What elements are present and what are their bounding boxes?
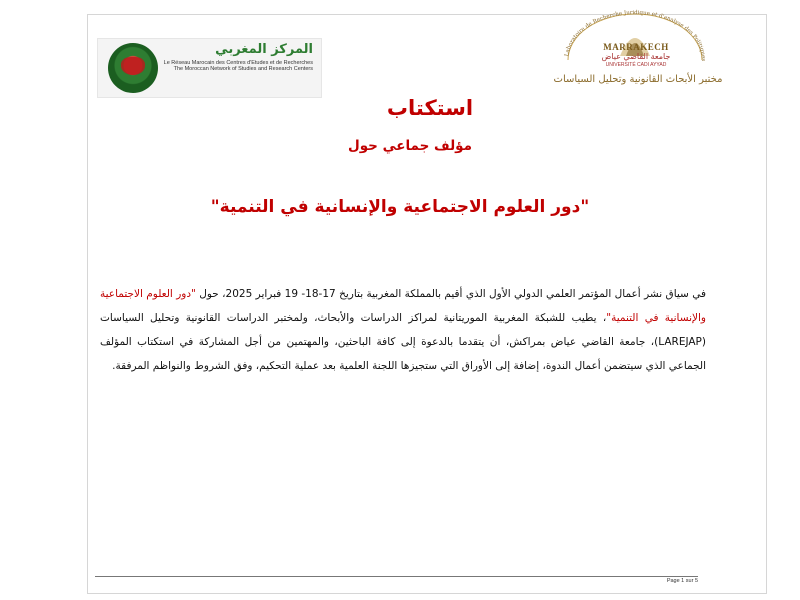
footer-rule (95, 576, 698, 577)
call-paragraph (100, 282, 706, 378)
lab-name-arabic: مختبر الأبحاث القانونية وتحليل السياسات (553, 74, 723, 85)
lab-arc-text: Laboratoire de Recherche Juridique et d'analyse des Politiques (564, 10, 707, 62)
network-name-french: Le Réseau Marocain des Centres d'Etudes et de Recherches (163, 59, 313, 66)
network-name-arabic: المركز المغربي (215, 42, 313, 57)
paragraph-body: ، يطيب للشبكة المغربية الموريتانية لمراكز الدراسات والأبحاث، ولمختبر الدراسات القانونية وتحليل السياسات (LAREJAP)، جامعة القاضي عياض بمراكش، أن يتقدما بالدعوة إلى كافة الباحثين، والمهتمين من أجل المشاركة في استكتاب المؤلف الجماعي الذي سيتضمن أعمال الندوة، إضافة إلى الأوراق التي ستجيزها اللجنة العلمية بعد عملية التحكيم، وفق الشروط والنواظم المرفقة. (100, 312, 706, 372)
paragraph-intro: في سياق نشر أعمال المؤتمر العلمي الدولي الأول الذي أقيم بالمملكة المغربية بتاريخ 17-18- 19 فبراير 2025، حول (195, 288, 706, 300)
university-name-arabic: جامعة القاضي عياض (601, 52, 671, 61)
network-seal-icon (108, 43, 158, 93)
university-name-french: UNIVERSITÉ CADI AYYAD (605, 62, 667, 68)
paragraph-highlight-theme: "دور العلوم الاجتماعية والإنسانية في التنمية" (100, 288, 706, 324)
moroccan-network-logo (97, 38, 322, 98)
document-subtitle: مؤلف جماعي حول (347, 138, 472, 154)
larejap-logo (512, 10, 762, 85)
document-title: استكتاب (386, 96, 474, 120)
page-number: Page 1 sur 5 (666, 578, 698, 584)
network-name-english: The Moroccan Network of Studies and Research Centers (173, 66, 313, 73)
network-logo-text (160, 43, 313, 73)
marrakech-wordmark: MARRAKECH (603, 42, 669, 52)
conference-theme: "دور العلوم الاجتماعية والإنسانية في التنمية" (210, 197, 590, 217)
